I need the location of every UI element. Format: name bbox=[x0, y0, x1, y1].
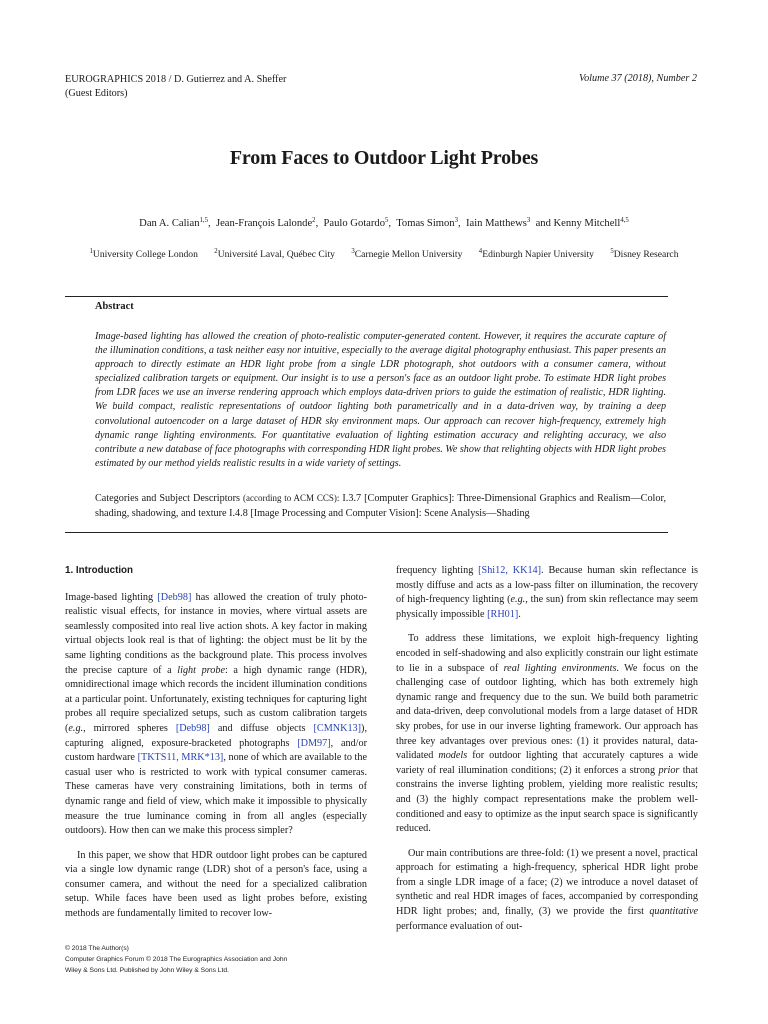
affiliation-name: Carnegie Mellon University bbox=[354, 249, 463, 260]
affiliation-marker: 4 bbox=[478, 248, 483, 255]
intro-paragraph-5: Our main contributions are three-fold: (1) we present a novel, practical approach for estimating a high-frequency, spherical HDR light probe from a single LDR image of a face; (2) we introduce a novel dataset of synthetic and real HDR images of faces, accompanied by corresponding HDR light probes; and, finally, (3) we provide the first quantitative performance evaluation of out- bbox=[396, 847, 698, 932]
affiliation bbox=[90, 249, 198, 260]
author-affil-marker: 4,5 bbox=[620, 217, 629, 224]
categories-text: I.3.7 [Computer Graphics]: Three-Dimensional Graphics and Realism—Color, shading, shadowing, and texture I.4.8 [Image Processing and Computer Vision]: Scene Analysis—Shading bbox=[95, 493, 667, 519]
author-affil-marker: 3 bbox=[526, 217, 531, 224]
author-name: Tomas Simon bbox=[396, 218, 455, 229]
footer-line: Wiley & Sons Ltd. Published by John Wiley & Sons Ltd. bbox=[65, 966, 229, 974]
abstract-top-rule bbox=[65, 296, 668, 297]
author-name: Jean-François Lalonde bbox=[215, 218, 313, 229]
author-name: Dan A. Calian bbox=[139, 218, 200, 229]
intro-paragraph-3: frequency lighting [Shi12, KK14]. Because human skin reflectance is mostly diffuse and acts as a low-pass filter on illumination, the recovery of high-frequency lighting (e.g., the sun) from skin reflectance may seem physically impossible [RH01]. bbox=[396, 565, 698, 620]
author-affil-marker: 3 bbox=[454, 217, 459, 224]
affiliation bbox=[479, 249, 594, 260]
citation-link[interactable]: [DM97] bbox=[297, 737, 331, 749]
author-affil-marker: 5 bbox=[385, 217, 389, 224]
acm-categories bbox=[95, 491, 666, 521]
author-affil-marker: 1,5 bbox=[199, 217, 208, 224]
abstract-text: Image-based lighting has allowed the creation of photo-realistic computer-generated content. However, it requires the accurate capture of the illumination conditions, a task neither easy nor intuitive, especially to the average digital photography enthusiast. This paper presents an approach to directly estimate an HDR light probe from a single LDR photograph, shot outdoors with a consumer camera, without specialized calibration targets or equipment. Our insight is to use a person's face as an outdoor light probe. To estimate HDR light probes from LDR faces we use an inverse rendering approach which employs data-driven priors to guide the estimation of realistic, HDR lighting. We build compact, realistic representations of outdoor lighting both parametrically and in a data-driven way, by training a deep convolutional autoencoder on a large dataset of HDR sky environment maps. Our approach can recover high-frequency, extremely high dynamic range lighting environments. For quantitative evaluation of lighting estimation accuracy and relighting accuracy, we also contribute a new database of face photographs with corresponding HDR light probes. We show that relighting objects with HDR light probes estimated by our method yields realistic results in a wide variety of settings. bbox=[95, 331, 666, 469]
paper-title: From Faces to Outdoor Light Probes bbox=[229, 147, 539, 169]
citation-link[interactable]: [CMNK13] bbox=[313, 722, 362, 734]
abstract-heading: Abstract bbox=[95, 301, 134, 312]
running-header-left bbox=[65, 73, 286, 101]
categories-note: (according to ACM CCS): bbox=[243, 493, 340, 503]
footer-line: © 2018 The Author(s) bbox=[65, 945, 129, 952]
affiliation bbox=[610, 249, 678, 260]
citation-link[interactable]: [Deb98] bbox=[175, 722, 210, 734]
author-name: Iain Matthews bbox=[465, 218, 527, 229]
affiliation-name: Université Laval, Québec City bbox=[217, 249, 335, 260]
affiliation-marker: 2 bbox=[214, 248, 218, 255]
guest-editors-line: (Guest Editors) bbox=[65, 88, 128, 99]
volume-number: Volume 37 (2018), Number 2 bbox=[579, 73, 697, 84]
affiliation-marker: 5 bbox=[610, 248, 614, 255]
affiliation-name: University College London bbox=[92, 249, 198, 260]
conference-line: EUROGRAPHICS 2018 / D. Gutierrez and A. Sheffer bbox=[65, 74, 287, 85]
intro-paragraph-1: Image-based lighting [Deb98] has allowed the creation of truly photo-realistic visual effects, for instance in movies, where virtual assets are seamlessly composited into real live action shots. A key factor in making virtual objects look real is that of lighting: the object must be lit by the same lighting conditions as the background plate. This process involves the precise capture of a light probe: a high dynamic range (HDR), omnidirectional image which records the incident illumination conditions at a particular point. Unfortunately, existing techniques for capturing light probes all require specialized setups, such as custom calibration targets (e.g., mirrored spheres [Deb98] and diffuse objects [CMNK13]), capturing aligned, exposure-bracketed photographs [DM97], and/or custom hardware [TKTS11, MRK*13], none of which are available to the casual user who is restricted to work with typical consumer cameras. These cameras have very constraining limitations, both in terms of dynamic range and field of view, which make it impossible to physically measure the true luminance coming in from all angles (especially outdoors). How then can we make this process simpler? bbox=[65, 591, 367, 837]
left-column bbox=[65, 564, 367, 922]
footer-line: Computer Graphics Forum © 2018 The Eurographics Association and John bbox=[65, 955, 288, 963]
affiliation-name: Disney Research bbox=[613, 249, 679, 260]
author-name: and Kenny Mitchell bbox=[535, 218, 621, 229]
author-list: Dan A. Calian$^{1,5}$, Jean-François Lalonde$^2$, Paulo Gotardo$^5$, Tomas Simon$^3$, Iain Matthews$^3$ and Kenny Mitchell$^{4,5}$ bbox=[139, 217, 629, 229]
copyright-footer bbox=[65, 944, 287, 976]
citation-link[interactable]: [Deb98] bbox=[157, 591, 192, 603]
affiliation bbox=[214, 249, 335, 260]
affiliation-list bbox=[0, 249, 768, 260]
citation-link[interactable]: [TKTS11, MRK*13] bbox=[137, 752, 224, 764]
right-column bbox=[396, 564, 698, 934]
intro-paragraph-4: To address these limitations, we exploit high-frequency lighting encoded in self-shadowing and also explicitly constrain our light estimate to lie in a subspace of real lighting environments. We focus on the challenging case of outdoor lighting, which has both extremely high dynamic range and frequency due to the sun. We build both parametric and data-driven, deep convolutional models from a large dataset of HDR sky probes, for use in our inverse lighting framework. Our approach has three key advantages over previous ones: (1) it provides natural, data-validated models for outdoor lighting that accurately captures a wide variety of real illumination conditions; (2) it enforces a strong prior that constrains the inverse lighting problem, yielding more realistic results; and (3) the highly compact representations make the problem well-conditioned and easy to optimize as the input search space is significantly reduced. bbox=[396, 633, 698, 835]
author-affil-marker: 2 bbox=[312, 217, 316, 224]
abstract-bottom-rule bbox=[65, 532, 668, 533]
section-heading: 1. Introduction bbox=[65, 565, 134, 576]
citation-link[interactable]: [Shi12, KK14] bbox=[478, 565, 542, 576]
affiliation bbox=[351, 249, 462, 260]
affiliation-name: Edinburgh Napier University bbox=[482, 249, 594, 260]
affiliation-marker: 3 bbox=[351, 248, 355, 255]
citation-link[interactable]: [RH01] bbox=[487, 608, 519, 620]
intro-paragraph-2: In this paper, we show that HDR outdoor light probes can be captured via a single low dynamic range (LDR) shot of a person's face, using a consumer camera, and without the need for a specialized calibration setup. While faces have been used as light probes before, existing methods are fundamentally limited to recover low- bbox=[65, 849, 367, 920]
affiliation-marker: 1 bbox=[89, 248, 93, 255]
categories-label: Categories and Subject Descriptors bbox=[95, 493, 240, 504]
author-name: Paulo Gotardo bbox=[323, 218, 386, 229]
